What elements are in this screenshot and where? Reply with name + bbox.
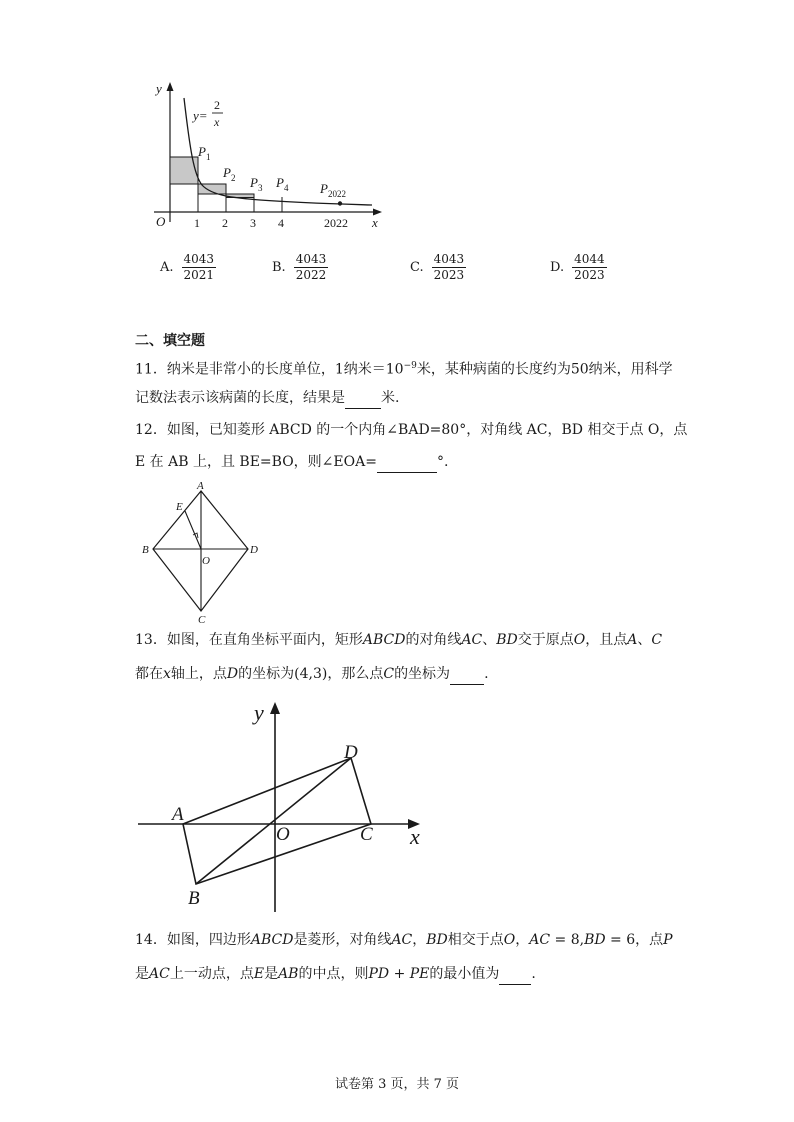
point-p2022-dot (338, 201, 342, 205)
segment-eo (185, 511, 201, 549)
label-b: B (142, 544, 149, 556)
q11-power-base: 10 (385, 361, 404, 378)
q14-abcd: ABCD (250, 932, 294, 948)
rect-1 (170, 184, 198, 212)
rectangle-coordinate-figure (130, 698, 440, 918)
q14-text-11: 的最小值为 (429, 966, 500, 982)
choice-a-numerator: 4043 (183, 252, 215, 266)
label-y: y (254, 700, 264, 725)
q14-ac: AC (391, 932, 413, 948)
choice-d-label: D. (550, 260, 565, 275)
q14-bd: BD (426, 932, 448, 948)
choice-c-numerator: 4043 (433, 252, 465, 266)
q13-text-2: 的对角线 (405, 632, 462, 648)
q12-text-2: °. (436, 454, 449, 470)
q13-text-10: ，那么点 (327, 666, 384, 682)
choice-a-label: A. (160, 260, 174, 275)
tick-label-2: 2 (222, 216, 228, 230)
q14-text-5: ， (515, 932, 530, 948)
q11-text-1: 11．纳米是非常小的长度单位，1纳米＝ (135, 361, 386, 378)
q13-c: C (651, 632, 663, 648)
q11-line-1 (135, 356, 673, 380)
q14-o: O (503, 932, 516, 948)
q14-plus: + (389, 966, 410, 982)
shaded-rect-1 (170, 157, 198, 184)
q14-line-2 (135, 964, 536, 985)
function-label: y= (193, 108, 208, 123)
choice-c-denominator: 2023 (433, 268, 465, 282)
point-label-p3: $P_3$ (250, 175, 263, 193)
q13-line-1 (135, 630, 662, 650)
q14-p: P (663, 932, 673, 948)
tick-label-3: 3 (250, 216, 256, 230)
tick-label-2022: 2022 (324, 216, 348, 230)
choice-b-fraction (294, 252, 329, 283)
function-numerator: 2 (214, 98, 220, 112)
origin-label: O (156, 214, 166, 229)
y-axis-arrow (167, 82, 174, 91)
tick-label-1: 1 (194, 216, 200, 230)
q14-text-1: 14．如图，四边形 (135, 932, 251, 948)
diagonal-bd (196, 758, 351, 884)
function-denominator: x (214, 115, 220, 129)
label-e: E (176, 501, 183, 513)
choice-b[interactable] (272, 252, 328, 283)
rhombus-figure (138, 478, 268, 626)
label-d: D (250, 544, 258, 556)
q14-text-8: 上一动点，点 (169, 966, 254, 982)
q12-line-1: 12．如图，已知菱形 ABCD 的一个内角∠BAD=80°，对角线 AC，BD 相交于点 O，点 (135, 422, 688, 438)
q13-text-5: ，且点 (585, 632, 628, 648)
label-d: D (344, 742, 358, 763)
x-axis-label: x (372, 215, 378, 230)
choice-a-fraction (182, 252, 217, 283)
choice-a[interactable] (160, 252, 216, 283)
q11-exponent: −9 (403, 361, 417, 371)
q11-answer-blank[interactable] (345, 388, 381, 409)
choice-c[interactable] (410, 252, 466, 283)
label-o: O (202, 555, 210, 567)
q14-line-1 (135, 930, 673, 950)
q13-text-1: 13．如图，在直角坐标平面内，矩形 (135, 632, 363, 648)
q13-text-7: 都在 (135, 666, 163, 682)
q14-ac-value: = 8, (550, 932, 585, 948)
q14-pd: PD (368, 966, 390, 982)
q11-line-2 (135, 388, 399, 409)
q14-text-3: ， (412, 932, 427, 948)
q11-text-3: 记数法表示该病菌的长度，结果是 (135, 390, 345, 406)
choice-b-numerator: 4043 (295, 252, 327, 266)
q13-c-2: C (383, 666, 395, 682)
q14-text-2: 是菱形，对角线 (293, 932, 392, 948)
y-axis-arrow (270, 702, 280, 714)
choice-d-denominator: 2023 (574, 268, 605, 282)
q12-answer-blank[interactable] (377, 452, 437, 473)
rectangle-abcd (183, 758, 371, 884)
q14-bd-2: BD (584, 932, 606, 948)
label-x: x (410, 824, 420, 849)
q13-bd: BD (496, 632, 518, 648)
q14-pe: PE (409, 966, 430, 982)
q13-coordinate: (4,3) (294, 666, 328, 682)
q12-line-2 (135, 452, 448, 473)
q13-o: O (573, 632, 586, 648)
q14-text-6: ，点 (635, 932, 664, 948)
point-label-p2: $P_2$ (223, 165, 236, 183)
q13-x: x (163, 666, 171, 682)
q11-text-2: 米，某种病菌的长度约为50纳米，用科学 (416, 361, 673, 378)
q14-bd-value: = 6 (605, 932, 636, 948)
q13-answer-blank[interactable] (450, 664, 484, 685)
choice-c-fraction (432, 252, 467, 283)
point-label-p2022: $P_{2022}$ (320, 181, 346, 199)
q14-text-12: . (531, 966, 536, 982)
q14-text-4: 相交于点 (447, 932, 504, 948)
q14-ac-3: AC (149, 966, 170, 982)
q13-d: D (226, 666, 239, 682)
q14-text-10: 的中点，则 (298, 966, 369, 982)
q13-text-8: 轴上，点 (170, 666, 227, 682)
q13-a: A (627, 632, 638, 648)
q13-line-2 (135, 664, 489, 685)
q13-text-3: 、 (482, 632, 497, 648)
choice-c-label: C. (410, 260, 424, 275)
choice-d-fraction (572, 252, 607, 283)
point-label-p1: $P_1$ (198, 144, 211, 162)
q13-abcd: ABCD (362, 632, 406, 648)
q14-e: E (253, 966, 265, 982)
q13-text-6: 、 (637, 632, 652, 648)
choice-d[interactable] (550, 252, 607, 283)
q13-text-11: 的坐标为 (394, 666, 451, 682)
q11-text-4: 米. (381, 390, 400, 406)
q14-answer-blank[interactable] (499, 964, 531, 985)
label-b: B (188, 888, 200, 909)
hyperbola-figure (140, 80, 400, 240)
q13-text-4: 交于原点 (517, 632, 574, 648)
y-axis-label: y (156, 81, 162, 96)
q13-ac: AC (461, 632, 483, 648)
q14-text-7: 是 (135, 966, 149, 982)
label-a: A (172, 804, 184, 825)
point-label-p4: $P_4$ (276, 175, 289, 193)
choice-b-denominator: 2022 (295, 268, 327, 282)
choice-d-numerator: 4044 (574, 252, 605, 266)
choice-a-denominator: 2021 (183, 268, 215, 282)
choice-b-label: B. (272, 260, 286, 275)
q13-text-12: . (484, 666, 489, 682)
q14-ab: AB (278, 966, 299, 982)
q12-text-1: E 在 AB 上，且 BE=BO，则∠EOA= (135, 454, 377, 470)
label-c: C (198, 614, 206, 626)
page-footer: 试卷第 3 页，共 7 页 (334, 1077, 460, 1092)
label-o: O (276, 824, 290, 845)
label-a: A (197, 480, 204, 492)
q14-ac-2: AC (529, 932, 551, 948)
rect-2 (198, 194, 226, 212)
label-c: C (360, 824, 373, 845)
q13-text-9: 的坐标为 (238, 666, 295, 682)
q14-text-9: 是 (264, 966, 279, 982)
section-title: 二、填空题 (135, 333, 205, 349)
tick-label-4: 4 (278, 216, 284, 230)
